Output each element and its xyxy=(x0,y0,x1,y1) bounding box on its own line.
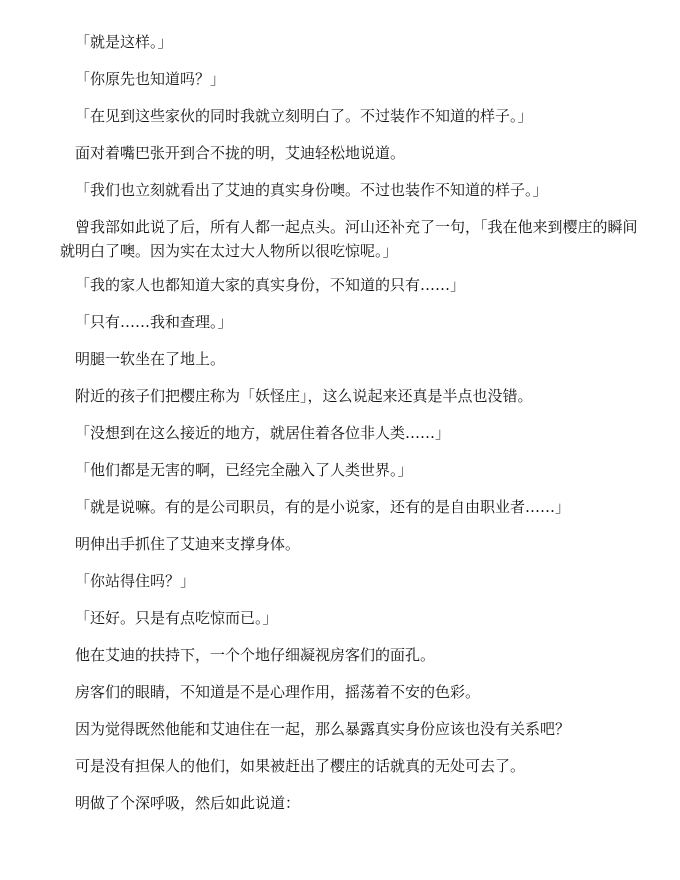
paragraph: 他在艾迪的扶持下，一个个地仔细凝视房客们的面孔。 xyxy=(75,646,436,664)
paragraph: 因为觉得既然他能和艾迪住在一起，那么暴露真实身份应该也没有关系吧？ xyxy=(75,720,571,738)
paragraph: 「他们都是无害的啊，已经完全融入了人类世界。」 xyxy=(75,461,413,479)
paragraph: 面对着嘴巴张开到合不拢的明，艾迪轻松地说道。 xyxy=(75,144,406,162)
paragraph: 「你站得住吗？」 xyxy=(75,572,196,590)
paragraph: 「没想到在这么接近的地方，就居住着各位非人类……」 xyxy=(75,424,451,442)
paragraph: 「在见到这些家伙的同时我就立刻明白了。不过装作不知道的样子。」 xyxy=(75,107,533,125)
paragraph: 附近的孩子们把樱庄称为「妖怪庄」，这么说起来还真是半点也没错。 xyxy=(75,387,533,405)
paragraph: 明伸出手抓住了艾迪来支撑身体。 xyxy=(75,535,301,553)
paragraph: 房客们的眼睛，不知道是不是心理作用，摇荡着不安的色彩。 xyxy=(75,683,481,701)
paragraph: 「就是说嘛。有的是公司职员，有的是小说家，还有的是自由职业者……」 xyxy=(75,498,571,516)
paragraph: 明腿一软坐在了地上。 xyxy=(75,350,226,368)
paragraph: 「就是这样。」 xyxy=(75,33,173,51)
paragraph: 明做了个深呼吸，然后如此说道： xyxy=(75,794,301,812)
paragraph: 「还好。只是有点吃惊而已。」 xyxy=(75,609,278,627)
paragraph: 「只有……我和查理。」 xyxy=(75,313,233,331)
paragraph: 「我们也立刻就看出了艾迪的真实身份噢。不过也装作不知道的样子。」 xyxy=(75,181,548,199)
paragraph: 「我的家人也都知道大家的真实身份，不知道的只有……」 xyxy=(75,276,466,294)
paragraph: 「你原先也知道吗？」 xyxy=(75,70,226,88)
paragraph: 可是没有担保人的他们，如果被赶出了樱庄的话就真的无处可去了。 xyxy=(75,757,526,775)
paragraph: 曾我部如此说了后，所有人都一起点头。河山还补充了一句，「我在他来到樱庄的瞬间就明白了噢。因为实在太过大人物所以很吃惊呢。」 xyxy=(60,218,638,260)
